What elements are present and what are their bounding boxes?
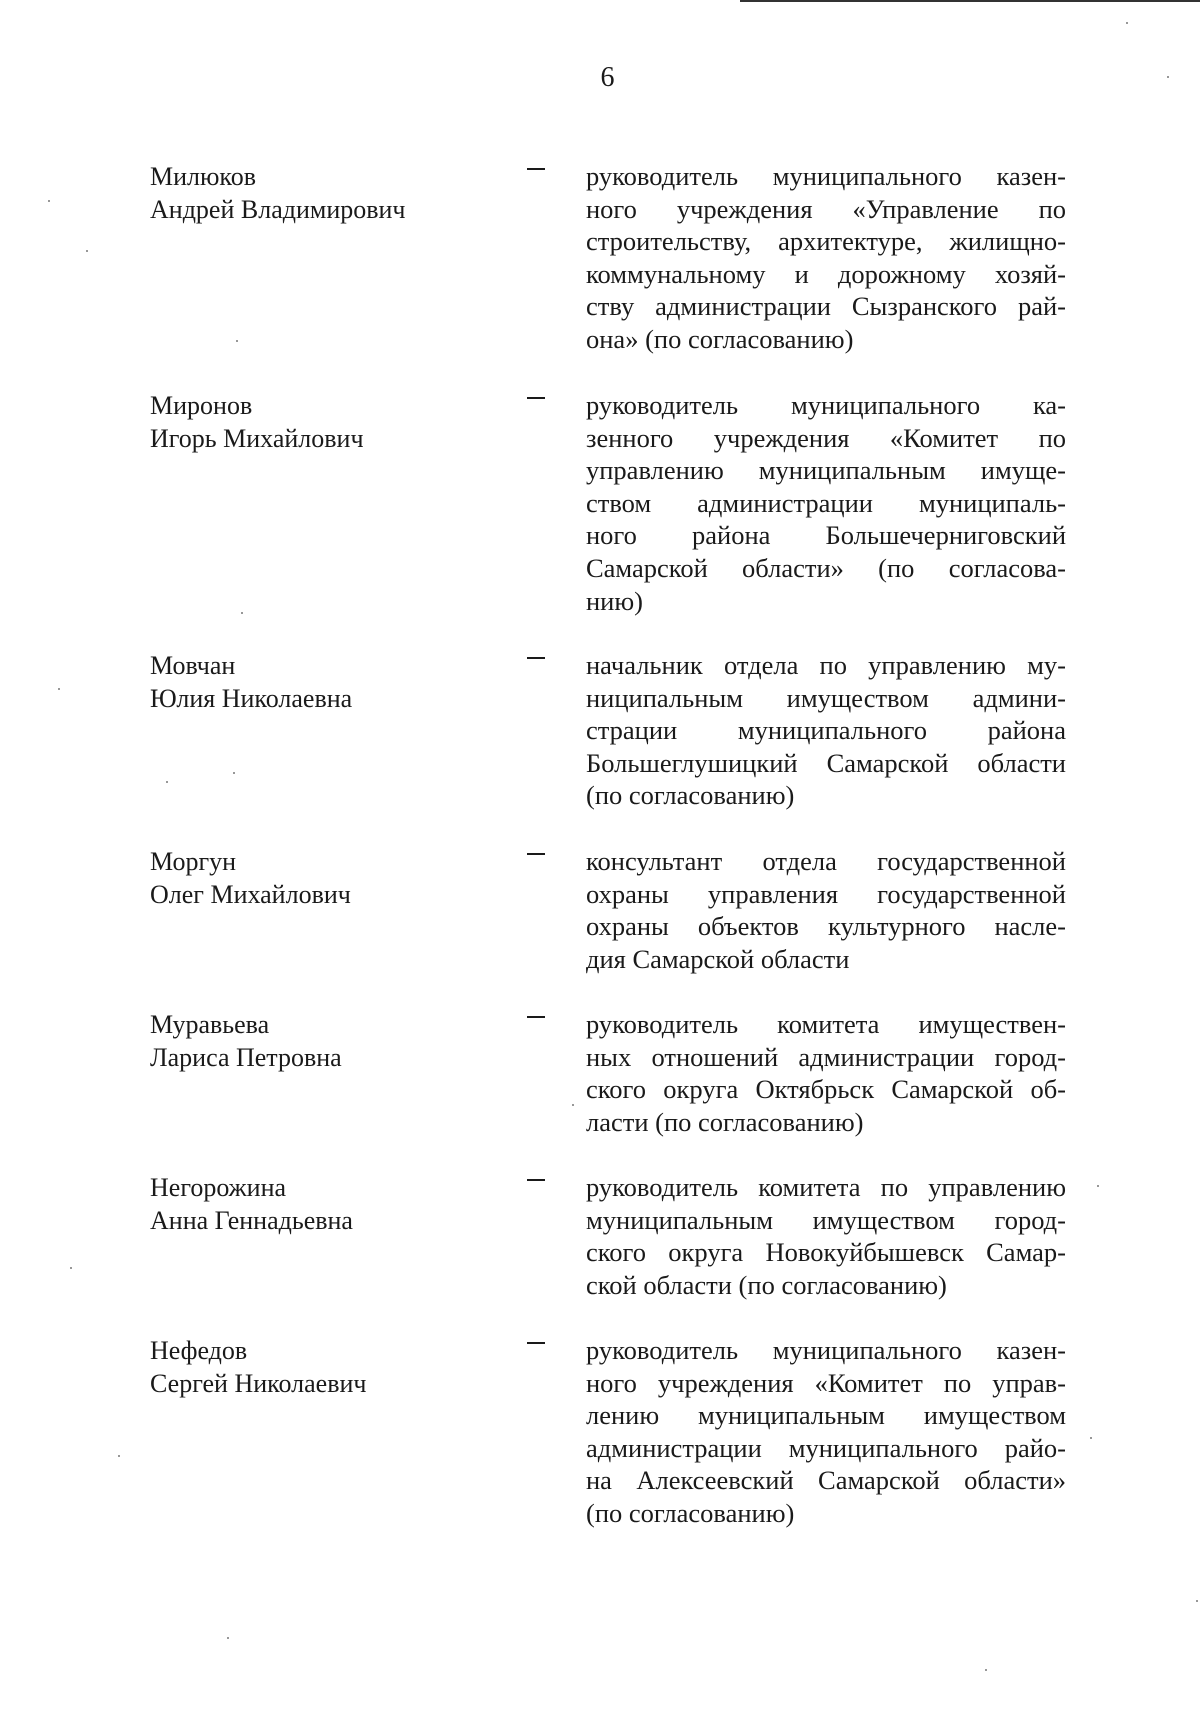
member-name (150, 1334, 520, 1400)
scan-speck (1126, 22, 1128, 24)
member-given-names: Андрей Владимирович (150, 195, 406, 224)
member-name (150, 1008, 520, 1074)
separator-dash (527, 168, 545, 170)
position-line: муниципальным имуществом город- (586, 1204, 1066, 1235)
position-line: ниципальным имуществом админи- (586, 682, 1066, 713)
position-line: ского округа Октябрьск Самарской об- (586, 1074, 1066, 1105)
position-line: руководитель комитета по управлению (586, 1172, 1066, 1202)
position-line: консультант отдела государственной (586, 846, 1066, 876)
member-surname: Мовчан (150, 651, 236, 680)
position-line: руководитель муниципального ка- (586, 390, 1066, 420)
position-line: Большеглушицкий Самарской области (586, 747, 1066, 778)
separator-dash (527, 397, 545, 399)
member-name (150, 649, 520, 715)
member-name (150, 845, 520, 911)
position-line: ству администрации Сызранского рай- (586, 291, 1066, 322)
scan-speck (166, 781, 168, 783)
position-line: ных отношений администрации город- (586, 1041, 1066, 1072)
member-given-names: Юлия Николаевна (150, 684, 353, 713)
member-surname: Милюков (150, 162, 257, 191)
member-surname: Моргун (150, 847, 237, 876)
position-line: управлению муниципальным имуще- (586, 455, 1066, 486)
position-line: (по согласованию) (586, 1497, 795, 1528)
member-name (150, 389, 520, 455)
member-name (150, 160, 520, 226)
separator-dash (527, 1016, 545, 1018)
scan-speck (1097, 1185, 1099, 1187)
position-line: руководитель муниципального казен- (586, 161, 1066, 191)
position-line: ством администрации муниципаль- (586, 487, 1066, 518)
member-surname: Миронов (150, 391, 253, 420)
scan-speck (48, 200, 50, 202)
top-edge-line (740, 0, 1200, 2)
scan-speck (227, 1637, 229, 1639)
member-given-names: Анна Геннадьевна (150, 1206, 353, 1235)
position-line: страции муниципального района (586, 715, 1066, 746)
position-line: ного учреждения «Управление по (586, 193, 1066, 224)
member-position (586, 1008, 1066, 1138)
member-position (586, 389, 1066, 617)
scan-speck (70, 1267, 72, 1269)
member-surname: Негорожина (150, 1173, 287, 1202)
position-line: начальник отдела по управлению му- (586, 650, 1066, 680)
member-name (150, 1171, 520, 1237)
position-line: строительству, архитектуре, жилищно- (586, 226, 1066, 257)
member-surname: Нефедов (150, 1336, 248, 1365)
member-surname: Муравьева (150, 1010, 270, 1039)
member-position (586, 649, 1066, 812)
scan-speck (236, 340, 238, 342)
position-line: руководитель муниципального казен- (586, 1335, 1066, 1365)
scan-speck (241, 612, 243, 614)
position-line: коммунальному и дорожному хозяй- (586, 258, 1066, 289)
position-line: дия Самарской области (586, 943, 850, 974)
member-given-names: Сергей Николаевич (150, 1369, 367, 1398)
position-line: Самарской области» (по согласова- (586, 552, 1066, 583)
scan-speck (58, 688, 60, 690)
member-position (586, 845, 1066, 975)
page-number: 6 (600, 62, 615, 93)
scan-speck (86, 250, 88, 252)
position-line: на Алексеевский Самарской области» (586, 1465, 1066, 1496)
position-line: ского округа Новокуйбышевск Самар- (586, 1237, 1066, 1268)
member-position (586, 1171, 1066, 1301)
member-given-names: Игорь Михайлович (150, 424, 364, 453)
position-line: зенного учреждения «Комитет по (586, 422, 1066, 453)
scan-speck (572, 1104, 574, 1106)
member-given-names: Лариса Петровна (150, 1043, 342, 1072)
separator-dash (527, 657, 545, 659)
scan-speck (233, 772, 235, 774)
position-line: ласти (по согласованию) (586, 1106, 864, 1137)
scan-speck (1167, 76, 1169, 78)
position-line: охраны объектов культурного насле- (586, 911, 1066, 942)
scan-speck (1090, 1437, 1092, 1439)
member-position (586, 1334, 1066, 1530)
separator-dash (527, 853, 545, 855)
position-line: ного района Большечерниговский (586, 520, 1066, 551)
scan-speck (985, 1669, 987, 1671)
member-given-names: Олег Михайлович (150, 880, 351, 909)
position-line: она» (по согласованию) (586, 323, 854, 354)
position-line: ской области (по согласованию) (586, 1269, 947, 1300)
scan-speck (118, 1455, 120, 1457)
separator-dash (527, 1179, 545, 1181)
position-line: охраны управления государственной (586, 878, 1066, 909)
position-line: лению муниципальным имуществом (586, 1400, 1066, 1431)
position-line: администрации муниципального райо- (586, 1432, 1066, 1463)
scan-speck (1196, 1600, 1198, 1602)
member-position (586, 160, 1066, 356)
position-line: нию) (586, 585, 643, 616)
position-line: ного учреждения «Комитет по управ- (586, 1367, 1066, 1398)
position-line: руководитель комитета имуществен- (586, 1009, 1066, 1039)
position-line: (по согласованию) (586, 780, 795, 811)
separator-dash (527, 1342, 545, 1344)
